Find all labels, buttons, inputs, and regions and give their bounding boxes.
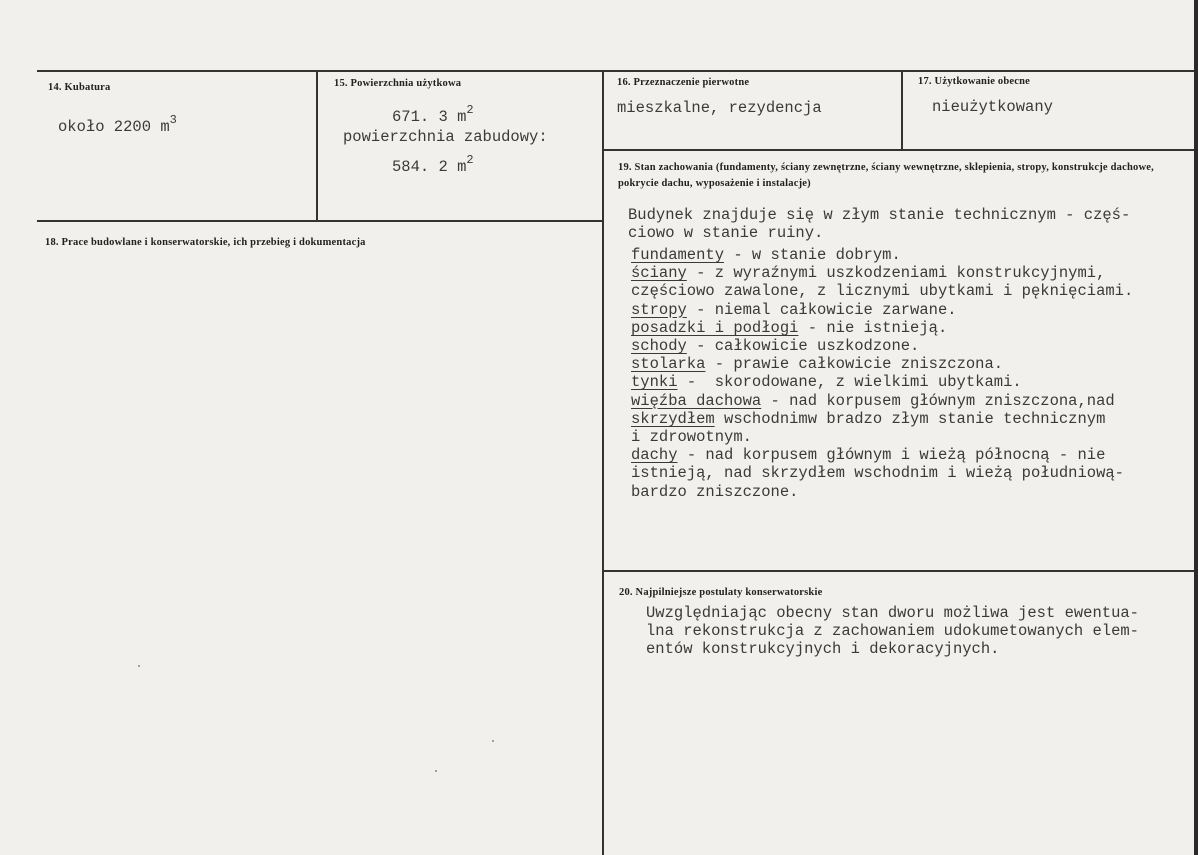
s15-line3-exp: 2 <box>466 153 474 167</box>
s15-line3 <box>392 153 474 176</box>
s14-heading: 14. Kubatura <box>48 82 111 93</box>
s20-heading: 20. Najpilniejsze postulaty konserwatorskie <box>619 587 823 598</box>
s14-value-text: około 2200 m <box>58 118 170 137</box>
s15-line3-text: 584. 2 m <box>392 158 467 177</box>
s19-item <box>631 301 1133 319</box>
s15-line2: powierzchnia zabudowy: <box>343 128 548 146</box>
s14-value <box>58 113 177 136</box>
s19-item <box>631 319 1133 337</box>
s19-item-text: częściowo zawalone, z licznymi ubytkami i pęknięciami. <box>631 282 1134 301</box>
s19-item <box>631 446 1133 464</box>
s19-item <box>631 337 1133 355</box>
s19-condition-list <box>631 246 1133 501</box>
s19-item-text: - prawie całkowicie zniszczona. <box>705 355 1004 374</box>
s19-item <box>631 392 1133 410</box>
s19-item-term: posadzki i podłogi <box>631 318 799 337</box>
s19-item-term: dachy <box>631 446 678 465</box>
s19-heading: 19. Stan zachowania (fundamenty, ściany zewnętrzne, ściany wewnętrzne, sklepienia, stropy, konstrukcje dachowe, pokrycie dachu, wyposażenie i instalacje) <box>618 162 1154 189</box>
s15-line1-exp: 2 <box>466 103 474 117</box>
s19-item-term: schody <box>631 337 687 356</box>
s19-item <box>631 264 1133 282</box>
s19-intro <box>628 206 1130 242</box>
s16-heading: 16. Przeznaczenie pierwotne <box>617 77 750 88</box>
s19-item-text: - nad korpusem głównym i wieżą północną - nie <box>677 446 1106 465</box>
s19-item-term: tynki <box>631 373 678 392</box>
s19-intro-line2: ciowo w stanie ruiny. <box>628 224 824 243</box>
s19-item-term: ściany <box>631 264 687 283</box>
s14-value-exp: 3 <box>169 113 177 127</box>
s20-line3: entów konstrukcyjnych i dekoracyjnych. <box>646 640 1000 659</box>
paper-speck <box>138 665 140 667</box>
s20-line2: lna rekonstrukcja z zachowaniem udokumetowanych elem- <box>646 622 1139 641</box>
s19-item <box>631 282 1133 300</box>
s19-item-text: bardzo zniszczone. <box>631 482 799 501</box>
card-edge <box>1194 0 1198 855</box>
s19-item-text: - z wyraźnymi uszkodzeniami konstrukcyjnymi, <box>686 264 1106 283</box>
s19-item-text: i zdrowotnym. <box>631 428 752 447</box>
s19-item-text: - nie istnieją. <box>798 318 948 337</box>
s19-item-text: - nad korpusem głównym zniszczona,nad <box>761 391 1115 410</box>
s19-item-text: - w stanie dobrym. <box>724 246 901 264</box>
s19-item <box>631 246 1133 264</box>
s19-item-text: - całkowicie uszkodzone. <box>686 337 920 356</box>
s19-item <box>631 355 1133 373</box>
s15-line1-text: 671. 3 m <box>392 108 467 127</box>
s17-value: nieużytkowany <box>932 98 1053 116</box>
s17-heading: 17. Użytkowanie obecne <box>918 76 1031 87</box>
top-rule <box>37 70 1194 72</box>
s19-item-term: skrzydłem <box>631 409 715 428</box>
s19-item <box>631 428 1133 446</box>
s15-heading: 15. Powierzchnia użytkowa <box>334 78 462 89</box>
rule-19-bottom <box>602 570 1194 572</box>
divider-14-15 <box>316 70 318 221</box>
s19-item-term: stolarka <box>631 355 706 374</box>
s19-item-text: - niemal całkowicie zarwane. <box>686 300 957 319</box>
s19-item-text: istnieją, nad skrzydłem wschodnim i wieżą południową- <box>631 464 1124 483</box>
divider-16-17 <box>901 70 903 150</box>
s19-item-text: wschodnimw bradzo złym stanie technicznym <box>714 409 1106 428</box>
paper-speck <box>435 770 437 772</box>
s19-item-term: stropy <box>631 300 687 319</box>
s19-item-text: - skorodowane, z wielkimi ubytkami. <box>677 373 1022 392</box>
paper-speck <box>492 740 494 742</box>
s15-line1 <box>392 103 474 126</box>
s19-item <box>631 373 1133 391</box>
s19-item-term: więźba dachowa <box>631 391 762 410</box>
s19-item <box>631 464 1133 482</box>
s18-heading: 18. Prace budowlane i konserwatorskie, ich przebieg i dokumentacja <box>45 237 366 248</box>
s19-item <box>631 483 1133 501</box>
rule-16-17-bottom <box>602 149 1194 151</box>
s19-intro-line1: Budynek znajduje się w złym stanie technicznym - częś- <box>628 206 1131 224</box>
s19-item <box>631 410 1133 428</box>
divider-left-right <box>602 70 604 855</box>
s20-text <box>646 604 1139 659</box>
s20-line1: Uwzględniając obecny stan dworu możliwa jest ewentua- <box>646 604 1139 622</box>
s16-value: mieszkalne, rezydencja <box>617 99 822 117</box>
rule-14-15-bottom <box>37 220 603 222</box>
s19-item-term: fundamenty <box>631 246 725 264</box>
